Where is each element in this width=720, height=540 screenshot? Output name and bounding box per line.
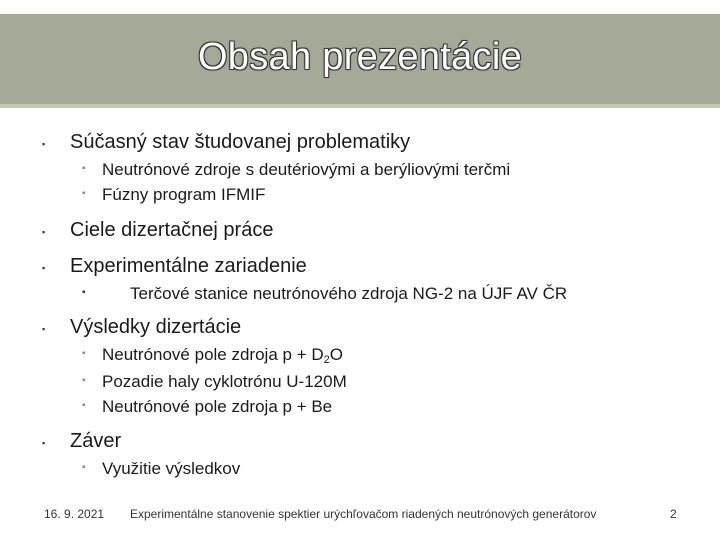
bullet-icon: ▪ (82, 400, 86, 411)
sub-list-item-label: Neutrónové pole zdroja $p + D_2O$ (102, 345, 343, 366)
bullet-icon: ▪ (42, 227, 46, 237)
sub-list-item-label: Neutrónové pole zdroja p + Be (102, 397, 333, 416)
list-item-label: Experimentálne zariadenie (70, 255, 307, 277)
footer-date: 16. 9. 2021 (44, 507, 105, 521)
bullet-icon: ▪ (82, 287, 86, 298)
bullet-icon: ▪ (82, 462, 86, 473)
sub-list-item-label: Využitie výsledkov (102, 459, 241, 478)
bullet-icon: ▪ (82, 188, 86, 199)
page-number: 2 (670, 507, 677, 521)
bullet-icon: ▪ (42, 324, 46, 334)
bullet-icon: ▪ (82, 375, 86, 386)
bullet-icon: ▪ (42, 139, 46, 149)
sub-list-item-label: Terčové stanice neutrónového zdroja NG-2 na ÚJF AV ČR (130, 284, 568, 303)
footer-title: Experimentálne stanovenie spektier urýchľovačom riadených neutrónových generátorov (130, 507, 597, 521)
bullet-icon: ▪ (82, 163, 86, 174)
sub-list-item-label: Pozadie haly cyklotrónu U-120M (102, 372, 347, 391)
sub-list-item-label: Fúzny program IFMIF (102, 185, 266, 204)
slide-title: Obsah prezentácie (197, 36, 523, 78)
sub-list-item-label: Neutrónové zdroje s deutériovými a berýliovými terčmi (102, 160, 511, 179)
list-item-label: Výsledky dizertácie (70, 316, 242, 338)
bullet-icon: ▪ (42, 263, 46, 273)
list-item-label: Záver (70, 430, 122, 452)
bullet-icon: ▪ (42, 438, 46, 448)
list-item-label: Súčasný stav študovanej problematiky (70, 131, 411, 153)
bullet-icon: ▪ (82, 348, 86, 359)
list-item-label: Ciele dizertačnej práce (70, 219, 274, 241)
